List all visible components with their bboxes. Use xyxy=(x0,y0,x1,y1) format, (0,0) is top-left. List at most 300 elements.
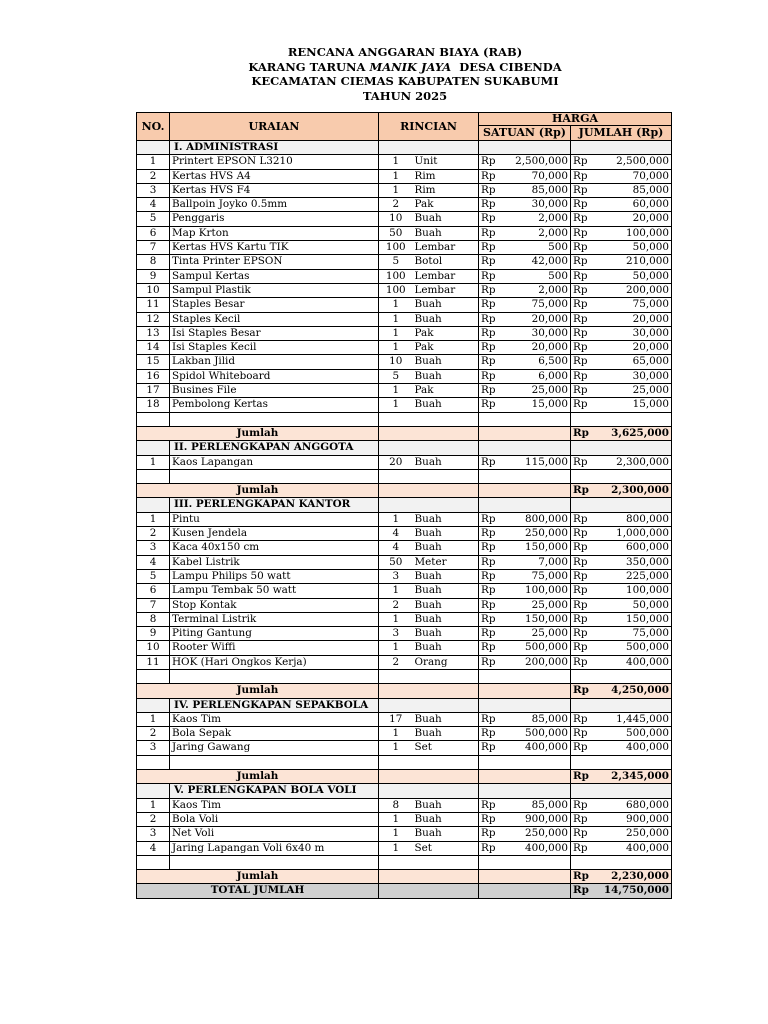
item-qty: 1 xyxy=(379,641,413,655)
item-price: 70,000 xyxy=(500,169,571,183)
item-total-currency: Rp xyxy=(571,384,592,398)
item-price-currency: Rp xyxy=(479,269,500,283)
item-name: Piting Gantung xyxy=(170,627,379,641)
item-total: 20,000 xyxy=(592,312,672,326)
item-no: 7 xyxy=(137,598,170,612)
item-qty: 5 xyxy=(379,255,413,269)
table-row xyxy=(137,584,672,598)
item-price: 42,000 xyxy=(500,255,571,269)
item-qty: 3 xyxy=(379,569,413,583)
item-total: 400,000 xyxy=(592,655,672,669)
item-name: Staples Kecil xyxy=(170,312,379,326)
item-total: 200,000 xyxy=(592,283,672,297)
item-price: 30,000 xyxy=(500,198,571,212)
item-unit: Buah xyxy=(413,584,479,598)
item-no: 5 xyxy=(137,212,170,226)
blank-row xyxy=(137,669,672,683)
item-price-currency: Rp xyxy=(479,198,500,212)
item-price-currency: Rp xyxy=(479,283,500,297)
item-unit: Buah xyxy=(413,541,479,555)
item-name: Kertas HVS F4 xyxy=(170,183,379,197)
item-total-currency: Rp xyxy=(571,155,592,169)
item-no: 2 xyxy=(137,527,170,541)
item-name: Jaring Gawang xyxy=(170,741,379,755)
item-unit: Buah xyxy=(413,627,479,641)
section-header-row xyxy=(137,784,672,798)
subtotal-empty-cell xyxy=(479,870,571,884)
table-row xyxy=(137,341,672,355)
item-total-currency: Rp xyxy=(571,527,592,541)
subtotal-empty-cell xyxy=(379,426,479,440)
item-unit: Buah xyxy=(413,712,479,726)
item-no: 3 xyxy=(137,741,170,755)
item-name: Isi Staples Kecil xyxy=(170,341,379,355)
item-unit: Orang xyxy=(413,655,479,669)
item-total: 2,500,000 xyxy=(592,155,672,169)
blank-cell xyxy=(137,412,170,426)
item-unit: Buah xyxy=(413,355,479,369)
table-row xyxy=(137,183,672,197)
item-unit: Lembar xyxy=(413,269,479,283)
item-price: 15,000 xyxy=(500,398,571,412)
item-name: HOK (Hari Ongkos Kerja) xyxy=(170,655,379,669)
subtotal-row xyxy=(137,484,672,498)
table-row xyxy=(137,226,672,240)
item-unit: Meter xyxy=(413,555,479,569)
section-no-cell xyxy=(137,698,170,712)
blank-row xyxy=(137,412,672,426)
table-row xyxy=(137,355,672,369)
item-name: Kaos Tim xyxy=(170,798,379,812)
item-total-currency: Rp xyxy=(571,169,592,183)
item-total-currency: Rp xyxy=(571,341,592,355)
blank-cell xyxy=(379,412,479,426)
title-line-2-a: KARANG TARUNA xyxy=(248,59,370,74)
subtotal-currency: Rp xyxy=(571,870,592,884)
item-name: Kusen Jendela xyxy=(170,527,379,541)
item-no: 1 xyxy=(137,712,170,726)
item-total-currency: Rp xyxy=(571,655,592,669)
item-price-currency: Rp xyxy=(479,398,500,412)
table-row xyxy=(137,527,672,541)
grand-total-label: TOTAL JUMLAH xyxy=(137,884,379,898)
item-price: 500 xyxy=(500,241,571,255)
table-row xyxy=(137,712,672,726)
item-price-currency: Rp xyxy=(479,569,500,583)
table-row xyxy=(137,212,672,226)
item-name: Printert EPSON L3210 xyxy=(170,155,379,169)
item-price-currency: Rp xyxy=(479,841,500,855)
item-total-currency: Rp xyxy=(571,798,592,812)
item-total: 75,000 xyxy=(592,627,672,641)
item-qty: 4 xyxy=(379,527,413,541)
item-price: 85,000 xyxy=(500,183,571,197)
item-qty: 100 xyxy=(379,269,413,283)
item-name: Kaos Tim xyxy=(170,712,379,726)
item-price: 7,000 xyxy=(500,555,571,569)
item-no: 17 xyxy=(137,384,170,398)
item-price: 25,000 xyxy=(500,627,571,641)
item-price-currency: Rp xyxy=(479,727,500,741)
section-title: II. PERLENGKAPAN ANGGOTA xyxy=(170,441,379,455)
item-total: 800,000 xyxy=(592,512,672,526)
item-total: 30,000 xyxy=(592,326,672,340)
item-price-currency: Rp xyxy=(479,241,500,255)
item-price-currency: Rp xyxy=(479,812,500,826)
item-name: Net Voli xyxy=(170,827,379,841)
document-title xyxy=(0,45,768,103)
table-row xyxy=(137,612,672,626)
item-total: 100,000 xyxy=(592,226,672,240)
section-empty-cell xyxy=(379,498,479,512)
item-total: 210,000 xyxy=(592,255,672,269)
item-total: 680,000 xyxy=(592,798,672,812)
item-price: 25,000 xyxy=(500,598,571,612)
item-unit: Pak xyxy=(413,384,479,398)
section-no-cell xyxy=(137,498,170,512)
subtotal-currency: Rp xyxy=(571,770,592,784)
item-price: 25,000 xyxy=(500,384,571,398)
blank-cell xyxy=(479,669,571,683)
section-empty-cell xyxy=(479,141,571,155)
item-total-currency: Rp xyxy=(571,326,592,340)
section-empty-cell xyxy=(571,698,672,712)
item-name: Rooter Wiffi xyxy=(170,641,379,655)
item-total-currency: Rp xyxy=(571,584,592,598)
item-unit: Buah xyxy=(413,226,479,240)
subtotal-value: 3,625,000 xyxy=(592,426,672,440)
table-row xyxy=(137,798,672,812)
header-no: NO. xyxy=(137,113,170,141)
item-total: 500,000 xyxy=(592,641,672,655)
item-total-currency: Rp xyxy=(571,312,592,326)
section-header-row xyxy=(137,698,672,712)
item-price-currency: Rp xyxy=(479,512,500,526)
item-price-currency: Rp xyxy=(479,169,500,183)
item-name: Kabel Listrik xyxy=(170,555,379,569)
table-row xyxy=(137,384,672,398)
item-no: 6 xyxy=(137,584,170,598)
item-no: 13 xyxy=(137,326,170,340)
section-empty-cell xyxy=(379,784,479,798)
table-row xyxy=(137,598,672,612)
item-total: 500,000 xyxy=(592,727,672,741)
item-unit: Botol xyxy=(413,255,479,269)
item-price: 100,000 xyxy=(500,584,571,598)
title-line-2-c: DESA CIBENDA xyxy=(451,59,562,74)
item-total: 30,000 xyxy=(592,369,672,383)
item-price: 2,500,000 xyxy=(500,155,571,169)
item-unit: Rim xyxy=(413,169,479,183)
item-unit: Buah xyxy=(413,827,479,841)
item-name: Ballpoin Joyko 0.5mm xyxy=(170,198,379,212)
table-row xyxy=(137,627,672,641)
item-total: 350,000 xyxy=(592,555,672,569)
item-price-currency: Rp xyxy=(479,298,500,312)
item-unit: Rim xyxy=(413,183,479,197)
item-price: 800,000 xyxy=(500,512,571,526)
item-total-currency: Rp xyxy=(571,569,592,583)
item-total: 65,000 xyxy=(592,355,672,369)
blank-cell xyxy=(571,669,672,683)
item-price: 115,000 xyxy=(500,455,571,469)
item-unit: Buah xyxy=(413,512,479,526)
item-unit: Buah xyxy=(413,569,479,583)
item-unit: Lembar xyxy=(413,283,479,297)
table-row xyxy=(137,569,672,583)
item-no: 11 xyxy=(137,298,170,312)
item-price-currency: Rp xyxy=(479,827,500,841)
item-qty: 1 xyxy=(379,326,413,340)
item-unit: Buah xyxy=(413,369,479,383)
item-no: 14 xyxy=(137,341,170,355)
section-empty-cell xyxy=(571,441,672,455)
blank-cell xyxy=(379,469,479,483)
item-total: 75,000 xyxy=(592,298,672,312)
item-no: 7 xyxy=(137,241,170,255)
item-qty: 1 xyxy=(379,741,413,755)
table-row xyxy=(137,283,672,297)
item-no: 2 xyxy=(137,727,170,741)
grand-total-value: 14,750,000 xyxy=(592,884,672,898)
item-no: 1 xyxy=(137,155,170,169)
item-no: 4 xyxy=(137,198,170,212)
item-unit: Buah xyxy=(413,298,479,312)
item-price-currency: Rp xyxy=(479,369,500,383)
item-name: Spidol Whiteboard xyxy=(170,369,379,383)
item-no: 3 xyxy=(137,541,170,555)
blank-cell xyxy=(170,469,379,483)
item-price-currency: Rp xyxy=(479,798,500,812)
item-name: Lakban Jilid xyxy=(170,355,379,369)
item-no: 10 xyxy=(137,283,170,297)
item-unit: Unit xyxy=(413,155,479,169)
table-row xyxy=(137,655,672,669)
subtotal-empty-cell xyxy=(479,484,571,498)
blank-cell xyxy=(379,755,479,769)
blank-row xyxy=(137,755,672,769)
header-row-1 xyxy=(137,113,672,126)
item-qty: 1 xyxy=(379,812,413,826)
item-qty: 8 xyxy=(379,798,413,812)
subtotal-empty-cell xyxy=(379,684,479,698)
item-name: Penggaris xyxy=(170,212,379,226)
item-price: 75,000 xyxy=(500,298,571,312)
item-no: 2 xyxy=(137,169,170,183)
blank-cell xyxy=(170,669,379,683)
item-price: 6,500 xyxy=(500,355,571,369)
item-qty: 1 xyxy=(379,155,413,169)
item-name: Jaring Lapangan Voli 6x40 m xyxy=(170,841,379,855)
item-qty: 1 xyxy=(379,841,413,855)
section-empty-cell xyxy=(571,498,672,512)
item-unit: Buah xyxy=(413,727,479,741)
item-total-currency: Rp xyxy=(571,512,592,526)
item-no: 3 xyxy=(137,827,170,841)
table-row xyxy=(137,398,672,412)
item-total-currency: Rp xyxy=(571,812,592,826)
table-row xyxy=(137,255,672,269)
table-row xyxy=(137,155,672,169)
item-price: 150,000 xyxy=(500,541,571,555)
item-price: 250,000 xyxy=(500,527,571,541)
section-empty-cell xyxy=(379,141,479,155)
section-no-cell xyxy=(137,784,170,798)
item-name: Lampu Tembak 50 watt xyxy=(170,584,379,598)
section-empty-cell xyxy=(571,141,672,155)
item-qty: 1 xyxy=(379,312,413,326)
table-row xyxy=(137,312,672,326)
header-jumlah: JUMLAH (Rp) xyxy=(571,126,672,141)
item-price-currency: Rp xyxy=(479,712,500,726)
blank-cell xyxy=(170,855,379,869)
item-name: Bola Sepak xyxy=(170,727,379,741)
blank-cell xyxy=(137,755,170,769)
item-no: 3 xyxy=(137,183,170,197)
section-title: III. PERLENGKAPAN KANTOR xyxy=(170,498,379,512)
item-unit: Pak xyxy=(413,198,479,212)
item-qty: 1 xyxy=(379,827,413,841)
item-total: 50,000 xyxy=(592,598,672,612)
item-price: 2,000 xyxy=(500,212,571,226)
item-name: Stop Kontak xyxy=(170,598,379,612)
item-total: 400,000 xyxy=(592,741,672,755)
subtotal-label: Jumlah xyxy=(137,870,379,884)
section-empty-cell xyxy=(479,698,571,712)
table-row xyxy=(137,641,672,655)
item-unit: Pak xyxy=(413,326,479,340)
section-empty-cell xyxy=(379,441,479,455)
item-total: 600,000 xyxy=(592,541,672,555)
table-row xyxy=(137,512,672,526)
item-unit: Buah xyxy=(413,598,479,612)
item-total: 1,445,000 xyxy=(592,712,672,726)
item-unit: Buah xyxy=(413,398,479,412)
subtotal-value: 2,300,000 xyxy=(592,484,672,498)
budget-table xyxy=(136,112,672,899)
item-no: 6 xyxy=(137,226,170,240)
section-title: V. PERLENGKAPAN BOLA VOLI xyxy=(170,784,379,798)
item-name: Pembolong Kertas xyxy=(170,398,379,412)
item-qty: 1 xyxy=(379,341,413,355)
item-qty: 3 xyxy=(379,627,413,641)
table-row xyxy=(137,727,672,741)
blank-cell xyxy=(170,755,379,769)
title-line-3: KECAMATAN CIEMAS KABUPATEN SUKABUMI xyxy=(251,74,559,88)
subtotal-label: Jumlah xyxy=(137,770,379,784)
item-total: 20,000 xyxy=(592,212,672,226)
table-row xyxy=(137,241,672,255)
item-qty: 1 xyxy=(379,584,413,598)
blank-cell xyxy=(571,755,672,769)
item-total-currency: Rp xyxy=(571,198,592,212)
item-name: Kaos Lapangan xyxy=(170,455,379,469)
item-price: 2,000 xyxy=(500,283,571,297)
item-total: 900,000 xyxy=(592,812,672,826)
item-qty: 50 xyxy=(379,555,413,569)
item-total: 15,000 xyxy=(592,398,672,412)
item-total: 250,000 xyxy=(592,827,672,841)
item-total: 20,000 xyxy=(592,341,672,355)
section-no-cell xyxy=(137,141,170,155)
item-total-currency: Rp xyxy=(571,183,592,197)
item-qty: 1 xyxy=(379,298,413,312)
title-line-1: RENCANA ANGGARAN BIAYA (RAB) xyxy=(287,45,523,59)
item-total-currency: Rp xyxy=(571,741,592,755)
item-price: 6,000 xyxy=(500,369,571,383)
section-header-row xyxy=(137,498,672,512)
section-empty-cell xyxy=(479,784,571,798)
grand-total-row xyxy=(137,884,672,898)
item-price-currency: Rp xyxy=(479,555,500,569)
item-total-currency: Rp xyxy=(571,255,592,269)
item-price-currency: Rp xyxy=(479,655,500,669)
blank-cell xyxy=(137,669,170,683)
item-no: 10 xyxy=(137,641,170,655)
item-price-currency: Rp xyxy=(479,312,500,326)
item-total: 60,000 xyxy=(592,198,672,212)
item-total: 150,000 xyxy=(592,612,672,626)
subtotal-row xyxy=(137,426,672,440)
subtotal-row xyxy=(137,770,672,784)
item-total-currency: Rp xyxy=(571,555,592,569)
item-unit: Buah xyxy=(413,212,479,226)
table-row xyxy=(137,841,672,855)
item-total: 400,000 xyxy=(592,841,672,855)
item-total-currency: Rp xyxy=(571,727,592,741)
section-empty-cell xyxy=(479,498,571,512)
item-total: 2,300,000 xyxy=(592,455,672,469)
item-total: 50,000 xyxy=(592,241,672,255)
item-price: 400,000 xyxy=(500,741,571,755)
item-qty: 2 xyxy=(379,198,413,212)
item-price: 500 xyxy=(500,269,571,283)
item-qty: 20 xyxy=(379,455,413,469)
section-title: I. ADMINISTRASI xyxy=(170,141,379,155)
section-header-row xyxy=(137,141,672,155)
item-qty: 2 xyxy=(379,655,413,669)
item-no: 9 xyxy=(137,627,170,641)
subtotal-label: Jumlah xyxy=(137,484,379,498)
item-price: 150,000 xyxy=(500,612,571,626)
item-unit: Set xyxy=(413,841,479,855)
item-no: 15 xyxy=(137,355,170,369)
item-qty: 1 xyxy=(379,612,413,626)
item-qty: 100 xyxy=(379,283,413,297)
item-price-currency: Rp xyxy=(479,355,500,369)
subtotal-row xyxy=(137,870,672,884)
table-row xyxy=(137,269,672,283)
section-title: IV. PERLENGKAPAN SEPAKBOLA xyxy=(170,698,379,712)
section-no-cell xyxy=(137,441,170,455)
item-total: 70,000 xyxy=(592,169,672,183)
item-price: 30,000 xyxy=(500,326,571,340)
item-price: 400,000 xyxy=(500,841,571,855)
subtotal-currency: Rp xyxy=(571,484,592,498)
item-total-currency: Rp xyxy=(571,612,592,626)
item-total: 25,000 xyxy=(592,384,672,398)
table-row xyxy=(137,455,672,469)
subtotal-label: Jumlah xyxy=(137,684,379,698)
item-unit: Buah xyxy=(413,312,479,326)
item-price-currency: Rp xyxy=(479,584,500,598)
item-price-currency: Rp xyxy=(479,641,500,655)
item-total-currency: Rp xyxy=(571,226,592,240)
item-name: Kertas HVS Kartu TIK xyxy=(170,241,379,255)
subtotal-currency: Rp xyxy=(571,684,592,698)
subtotal-empty-cell xyxy=(479,684,571,698)
title-line-2-b: MANIK JAYA xyxy=(369,59,452,74)
